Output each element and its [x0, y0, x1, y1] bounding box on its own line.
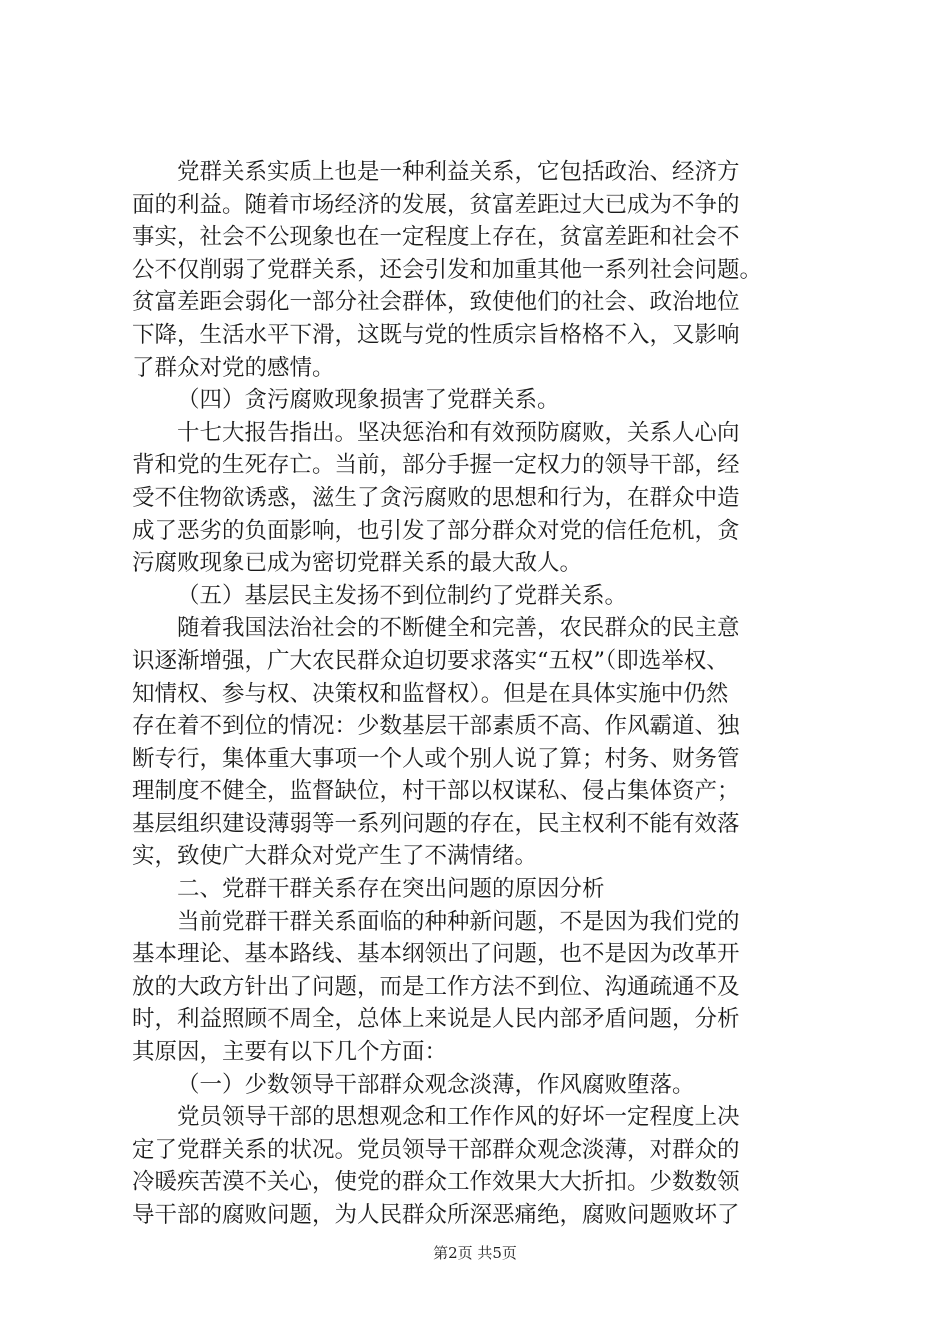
text-line: 导干部的腐败问题，为人民群众所深恶痛绝，腐败问题败坏了: [132, 1202, 740, 1228]
text-line: 背和党的生死存亡。当前，部分手握一定权力的领导干部，经: [132, 452, 740, 479]
text-line: 识逐渐增强，广大农民群众迫切要求落实“五权”（即选举权、: [132, 647, 729, 674]
text-line: 冷暖疾苦漠不关心，使党的群众工作效果大大折扣。少数数领: [132, 1169, 740, 1196]
text-line: 存在着不到位的情况：少数基层干部素质不高、作风霸道、独: [132, 713, 740, 740]
text-line: 下降，生活水平下滑，这既与党的性质宗旨格格不入，又影响: [132, 321, 740, 348]
text-line: 公不仅削弱了党群关系，还会引发和加重其他一系列社会问题。: [132, 256, 763, 283]
text-line: （一）少数领导干部群众观念淡薄，作风腐败堕落。: [177, 1071, 695, 1098]
text-line: 知情权、参与权、决策权和监督权）。但是在具体实施中仍然: [132, 680, 729, 707]
text-line: （五）基层民主发扬不到位制约了党群关系。: [177, 582, 628, 609]
text-line: 基本理论、基本路线、基本纲领出了问题，也不是因为改革开: [132, 941, 740, 968]
text-line: 十七大报告指出。坚决惩治和有效预防腐败，关系人心向: [177, 419, 740, 446]
text-line: （四）贪污腐败现象损害了党群关系。: [177, 387, 560, 414]
document-body: [132, 156, 832, 1232]
text-line: 放的大政方针出了问题，而是工作方法不到位、沟通疏通不及: [132, 973, 740, 1000]
text-line: 定了党群关系的状况。党员领导干部群众观念淡薄，对群众的: [132, 1136, 740, 1163]
text-line: 当前党群干群关系面临的种种新问题，不是因为我们党的: [177, 908, 740, 935]
text-line: 其原因，主要有以下几个方面：: [132, 1039, 448, 1066]
text-line: 党群关系实质上也是一种利益关系，它包括政治、经济方: [177, 159, 740, 185]
text-line: 基层组织建设薄弱等一系列问题的存在，民主权利不能有效落: [132, 810, 740, 837]
text-line: 成了恶劣的负面影响，也引发了部分群众对党的信任危机，贪: [132, 517, 740, 544]
text-line: 贫富差距会弱化一部分社会群体，致使他们的社会、政治地位: [132, 289, 740, 316]
text-line: 受不住物欲诱惑，滋生了贪污腐败的思想和行为，在群众中造: [132, 484, 740, 511]
text-line: 党员领导干部的思想观念和工作作风的好坏一定程度上决: [177, 1104, 740, 1131]
text-line: 了群众对党的感情。: [132, 354, 335, 381]
text-line: 断专行，集体重大事项一个人或个别人说了算；村务、财务管: [132, 745, 740, 772]
text-line: 事实，社会不公现象也在一定程度上存在，贫富差距和社会不: [132, 224, 740, 251]
text-line: 时，利益照顾不周全，总体上来说是人民内部矛盾问题，分析: [132, 1006, 740, 1033]
text-line: 实，致使广大群众对党产生了不满情绪。: [132, 843, 538, 870]
text-line: 随着我国法治社会的不断健全和完善，农民群众的民主意: [177, 615, 740, 642]
text-line: 面的利益。随着市场经济的发展，贫富差距过大已成为不争的: [132, 191, 740, 218]
text-line: 二、党群干群关系存在突出问题的原因分析: [177, 876, 605, 903]
page-footer: 第2页 共5页: [433, 1244, 517, 1262]
text-line: 理制度不健全，监督缺位，村干部以权谋私、侵占集体资产；: [132, 778, 740, 805]
text-line: 污腐败现象已成为密切党群关系的最大敌人。: [132, 550, 583, 577]
